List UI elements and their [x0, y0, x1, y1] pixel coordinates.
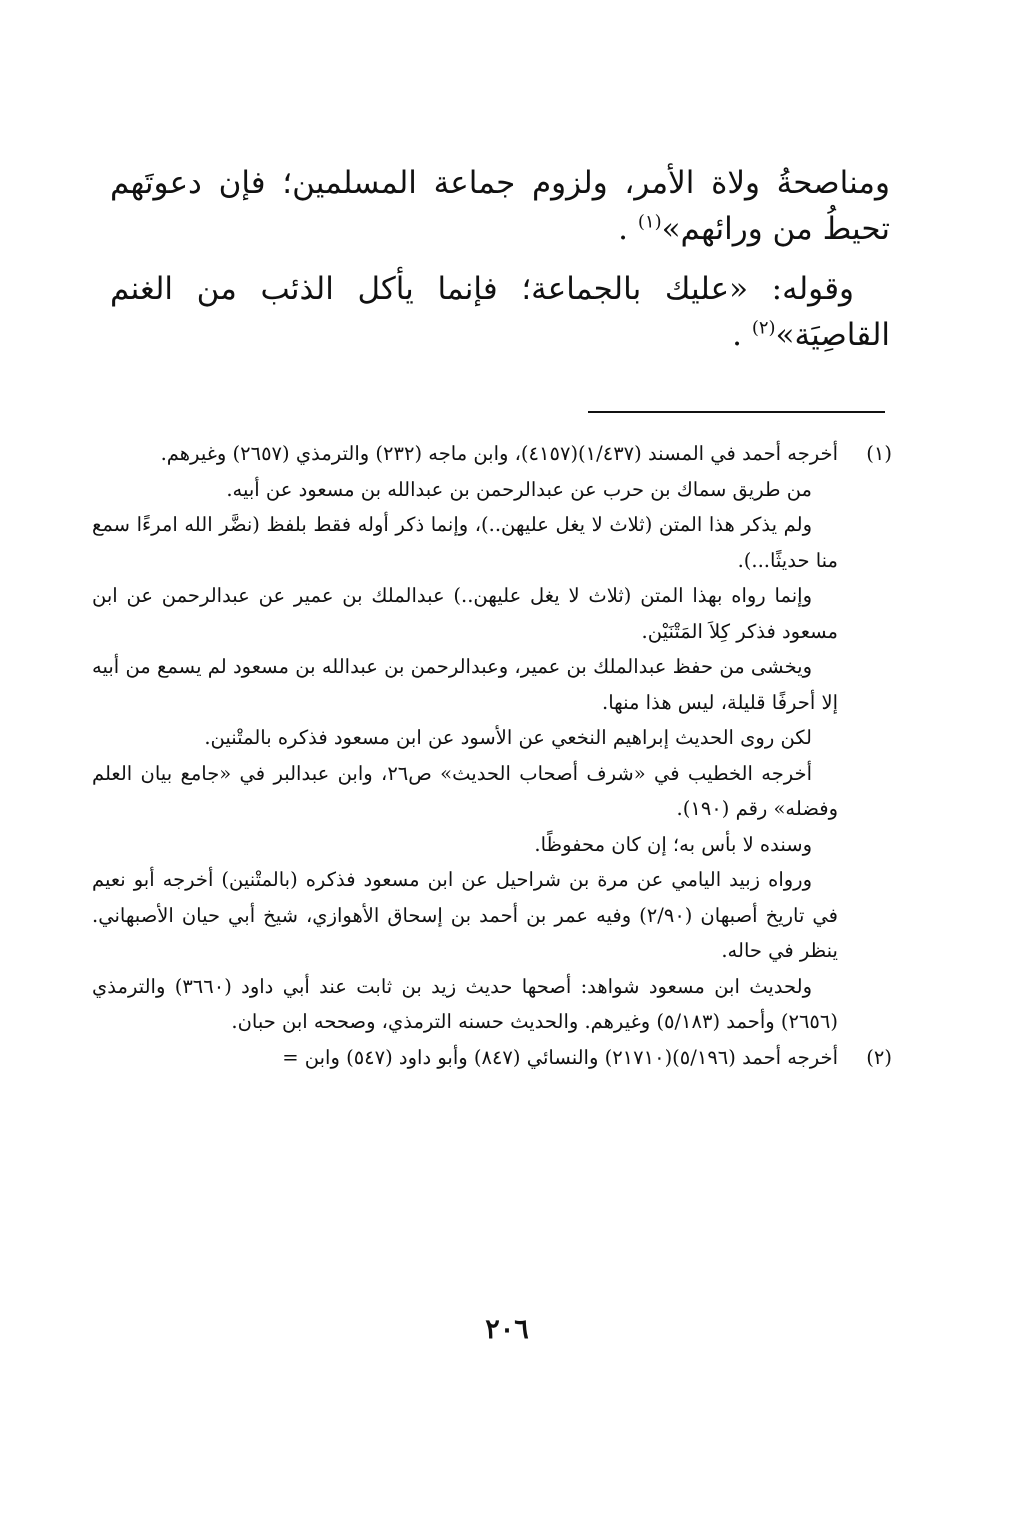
footnote-ref-1: (١): [637, 211, 662, 233]
footnote-1-paragraph: من طريق سماك بن حرب عن عبدالرحمن بن عبدالله بن مسعود عن أبيه.: [226, 477, 812, 501]
main-paragraph-2-text: وقوله: «عليك بالجماعة؛ فإنما يأكل الذئب من الغنم القاصِيَة»: [110, 271, 890, 353]
footnote-1-paragraph: ورواه زبيد اليامي عن مرة بن شراحيل عن ابن مسعود فذكره (بالمتْنين) أخرجه أبو نعيم في تاريخ أصبهان (٢/٩٠) وفيه عمر بن أحمد بن إسحاق الأهوازي، شيخ أبي حيان الأصبهاني. ينظر في حاله.: [92, 868, 838, 962]
main-text: [110, 160, 890, 358]
footnote-1-paragraph: ويخشى من حفظ عبدالملك بن عمير، وعبدالرحمن بن عبدالله بن مسعود لم يسمع من أبيه إلا أحرفًا قليلة، ليس هذا منها.: [92, 655, 838, 714]
footnote-ref-2: (٢): [751, 317, 776, 339]
footnote-2: [92, 1040, 892, 1076]
footnote-1: [92, 436, 892, 472]
main-paragraph-1: ومناصحةُ ولاة الأمر، ولزوم جماعة المسلمين؛ فإن دعوتَهم تحيطُ من ورائهم»$^{(١)}$ .: [110, 165, 890, 247]
footnote-2-number: (٢): [866, 1045, 892, 1069]
page-number: ٢٠٦: [485, 1314, 529, 1345]
footnote-1-paragraph: ولحديث ابن مسعود شواهد: أصحها حديث زيد بن ثابت عند أبي داود (٣٦٦٠) والترمذي (٢٦٥٦) وأحمد (٥/١٨٣) وغيرهم. والحديث حسنه الترمذي، وصححه ابن حبان.: [92, 974, 838, 1033]
footnotes: [92, 436, 892, 1075]
footnote-1-paragraph: وسنده لا بأس به؛ إن كان محفوظًا.: [534, 832, 812, 856]
footnote-1-paragraph: ولم يذكر هذا المتن (ثلاث لا يغل عليهن..)، وإنما ذكر أوله فقط بلفظ (نضَّر الله امرءًا سمع منا حديثًا...).: [92, 513, 838, 572]
footnote-1-number: (١): [866, 442, 892, 465]
footnote-separator: [588, 411, 885, 413]
footnote-1-paragraph: لكن روى الحديث إبراهيم النخعي عن الأسود عن ابن مسعود فذكره بالمتْنين.: [204, 726, 812, 749]
footnote-1-paragraph: وإنما رواه بهذا المتن (ثلاث لا يغل عليهن..) عبدالملك بن عمير عن عبدالرحمن عن ابن مسعود فذكر كِلاَ المَتْنَيْن.: [92, 584, 838, 643]
footnote-1-paragraph: أخرجه الخطيب في «شرف أصحاب الحديث» ص٢٦، وابن عبدالبر في «جامع بيان العلم وفضله» رقم (١٩٠).: [92, 761, 838, 820]
main-paragraph-1-text: ومناصحةُ ولاة الأمر، ولزوم جماعة المسلمين؛ فإن دعوتَهم تحيطُ من ورائهم»: [110, 165, 890, 247]
footnote-1-text: أخرجه أحمد في المسند (١/٤٣٧)(٤١٥٧)، وابن ماجه (٢٣٢) والترمذي (٢٦٥٧) وغيرهم.: [160, 442, 838, 465]
main-paragraph-2: وقوله: «عليك بالجماعة؛ فإنما يأكل الذئب من الغنم القاصِيَة»$^{(٢)}$ .: [110, 271, 890, 353]
footnote-2-text: أخرجه أحمد (٥/١٩٦)(٢١٧١٠) والنسائي (٨٤٧) وأبو داود (٥٤٧) وابن =: [282, 1045, 838, 1069]
